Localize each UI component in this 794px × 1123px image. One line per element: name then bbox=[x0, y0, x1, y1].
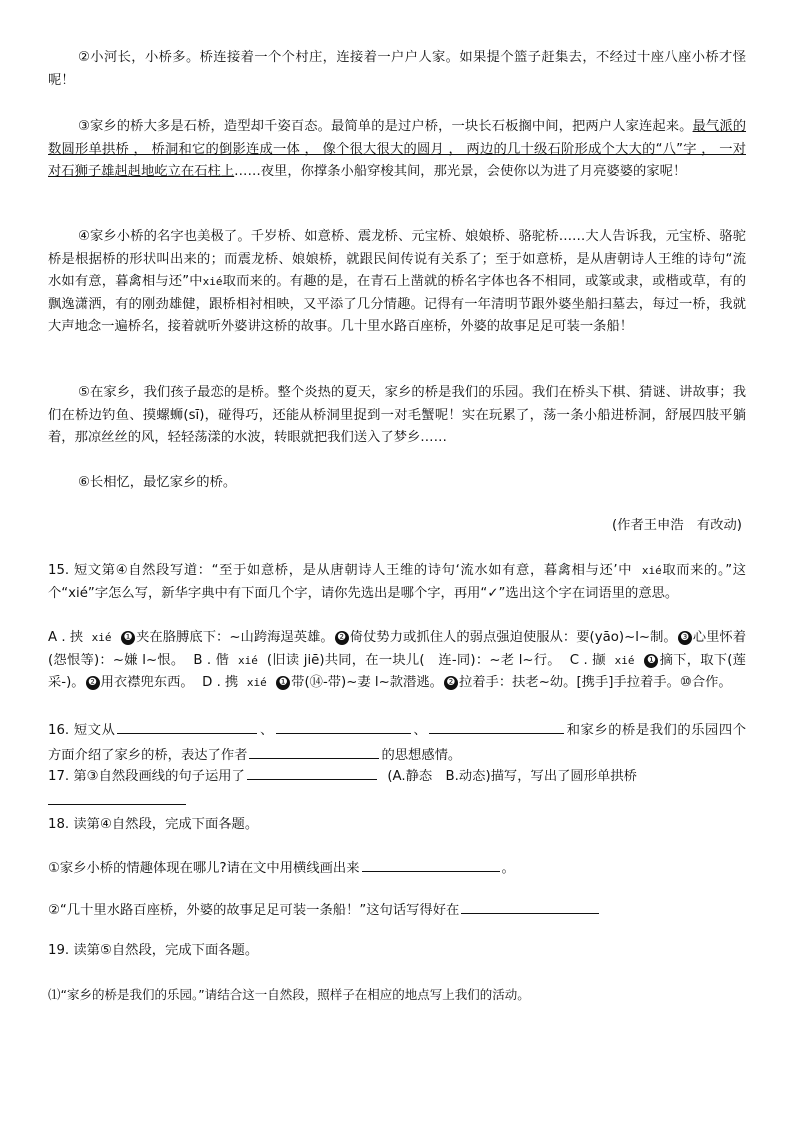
paragraph-4-end: 取而来的。有趣的是，在青石上凿就的桥名字体也各不相同，或篆或隶，或楷或草，有的飘逸潇洒，有的刚劲雄健，跟桥相衬相映，又平添了几分情趣。记得有一年清明节跟外婆坐船扫墓去，每过一桥，我就大声地念一遍桥名，接着就听外婆讲这桥的故事。几十里水路百座桥，外婆的故事足足可装一条船！ bbox=[48, 274, 747, 334]
paragraph-6: ⑥长相忆，最忆家乡的桥。 bbox=[78, 475, 237, 490]
option-d-label: D . 携 bbox=[202, 675, 239, 690]
question-18: 18. 读第④自然段，完成下面各题。 bbox=[48, 817, 259, 832]
option-a-meaning-2[interactable]: 倚仗势力或抓住人的弱点强迫使服从：要(yāo)~l~制。 bbox=[349, 630, 677, 645]
answer-blank-16-3[interactable] bbox=[429, 718, 564, 734]
answer-blank-17-1[interactable] bbox=[247, 764, 377, 780]
option-a-meaning-3[interactable]: 心里怀着(怨恨等)：~嫌 l~恨。 bbox=[48, 630, 747, 668]
paragraph-3 bbox=[48, 116, 746, 184]
option-d-pinyin: xié bbox=[246, 676, 267, 689]
circled-1-icon: ❶ bbox=[644, 654, 658, 668]
q16-separator: 、 bbox=[412, 723, 428, 738]
option-b-pinyin: xié bbox=[238, 653, 258, 667]
option-b-meaning[interactable]: (旧读 jiē)共同，在一块儿( 连-同)：~老 l~行。 bbox=[266, 652, 561, 668]
answer-blank-16-4[interactable] bbox=[249, 743, 379, 759]
circled-2-icon: ❷ bbox=[86, 676, 100, 690]
question-16 bbox=[48, 718, 746, 767]
paragraph-4-pinyin: xié bbox=[202, 275, 223, 288]
circled-2-icon: ❷ bbox=[335, 631, 349, 645]
paragraph-4 bbox=[48, 226, 746, 339]
q16-start: 16. 短文从 bbox=[48, 723, 116, 738]
q18-2-text: ②“几十里水路百座桥，外婆的故事足足可装一条船！”这句话写得好在 bbox=[48, 903, 460, 918]
option-a-meaning-1[interactable]: 夹在胳膊底下：~山跨海逞英雄。 bbox=[136, 630, 334, 645]
source-note: (作者王申浩 有改动) bbox=[611, 518, 742, 533]
option-c-label: C . 撷 bbox=[569, 652, 606, 668]
q17-start: 17. 第③自然段画线的句子运用了 bbox=[48, 769, 245, 784]
option-b-label: B . 偕 bbox=[193, 652, 230, 668]
q15-pinyin: xié bbox=[641, 564, 662, 577]
option-c-pinyin: xié bbox=[614, 653, 635, 667]
q15-end: 取而来的。”这个“xié”字怎么写，新华字典中有下面几个字，请你先选出是哪个字，再用“✓”选出这个字在词语里的意思。 bbox=[48, 563, 746, 601]
paragraph-3-underlined-sentence: 最气派的数圆形单拱桥 ， 桥洞和它的倒影连成一体 ， 像个很大很大的圆月 ， 两边的几十级石阶形成个大大的“八”字 ， 一对对石狮子雄赳赳地屹立在石柱上 bbox=[48, 119, 747, 179]
question-17 bbox=[48, 764, 746, 813]
q17-options: (A.静态 B.动态)描写，写出了圆形单拱桥 bbox=[387, 769, 637, 784]
q18-1-text: ①家乡小桥的情趣体现在哪儿?请在文中用横线画出来 bbox=[48, 861, 360, 876]
answer-blank-16-2[interactable] bbox=[276, 718, 411, 734]
q16-middle: 和家乡的桥是我们的乐园四个方面介绍了家乡的桥，表达了作者 bbox=[48, 723, 747, 763]
q15-start: 15. 短文第④自然段写道：“至于如意桥，是从唐朝诗人王维的诗句‘流水如有意，暮禽相与还’中 bbox=[48, 563, 633, 578]
option-d-meaning-1[interactable]: 带(⑭-带)~妻 l~款潜逃。 bbox=[291, 675, 443, 690]
paragraph-3-start: ③家乡的桥大多是石桥，造型却千姿百态。最简单的是过户桥，一块长石板搁中间，把两户人家连起来。 bbox=[78, 119, 693, 134]
answer-blank-16-1[interactable] bbox=[117, 718, 257, 734]
circled-2-icon: ❷ bbox=[444, 676, 458, 690]
q18-1-end: 。 bbox=[501, 861, 515, 876]
question-19-1: ⑴“家乡的桥是我们的乐园。”请结合这一自然段，照样子在相应的地点写上我们的活动。 bbox=[48, 987, 530, 1002]
q16-separator: 、 bbox=[259, 723, 274, 738]
question-18-1 bbox=[48, 856, 746, 881]
paragraph-4-start: ④家乡小桥的名字也美极了。千岁桥、如意桥、震龙桥、元宝桥、娘娘桥、骆驼桥……大人告诉我，元宝桥、骆驼桥是根据桥的形状叫出来的；而震龙桥、娘娘桥，就跟民间传说有关系了；至于如意桥，是从唐朝诗人王维的诗句“流水如有意，暮禽相与还”中 bbox=[48, 229, 746, 289]
option-a-pinyin: xié bbox=[91, 631, 112, 644]
answer-blank-18-1[interactable] bbox=[362, 856, 500, 872]
question-15 bbox=[48, 560, 746, 605]
answer-blank-18-2[interactable] bbox=[461, 898, 599, 914]
paragraph-5: ⑤在家乡，我们孩子最恋的是桥。整个炎热的夏天，家乡的桥是我们的乐园。我们在桥头下棋、猜谜、讲故事；我们在桥边钓鱼、摸螺蛳(sī)，碰得巧，还能从桥洞里捉到一对毛蟹呢！实在玩累了，荡一条小船进桥洞，舒展四肢平躺着，那凉丝丝的风，轻轻荡漾的水波，转眼就把我们送入了梦乡…… bbox=[48, 385, 746, 445]
option-c-meaning-1[interactable]: 摘下，取下(莲采-)。 bbox=[48, 652, 746, 690]
option-a-label: A . 挟 bbox=[48, 630, 84, 645]
circled-1-icon: ❶ bbox=[121, 631, 135, 645]
question-18-2 bbox=[48, 898, 746, 923]
question-19: 19. 读第⑤自然段，完成下面各题。 bbox=[48, 943, 259, 958]
answer-blank-17-2[interactable] bbox=[48, 789, 186, 805]
option-d-meaning-2[interactable]: 拉着手：扶老~幼。[携手]手拉着手。⑩合作。 bbox=[458, 675, 732, 690]
paragraph-3-end: ……夜里，你撑条小船穿梭其间，那光景，会使你以为进了月亮婆婆的家呢！ bbox=[234, 164, 687, 179]
q16-end: 的思想感情。 bbox=[381, 747, 462, 763]
question-15-options bbox=[48, 627, 746, 695]
option-c-meaning-2[interactable]: 用衣襟兜东西。 bbox=[100, 675, 194, 690]
circled-1-icon: ❶ bbox=[276, 676, 290, 690]
paragraph-2: ②小河长，小桥多。桥连接着一个个村庄，连接着一户户人家。如果提个篮子赶集去，不经过十座八座小桥才怪呢！ bbox=[48, 50, 746, 88]
circled-3-icon: ❸ bbox=[678, 631, 692, 645]
